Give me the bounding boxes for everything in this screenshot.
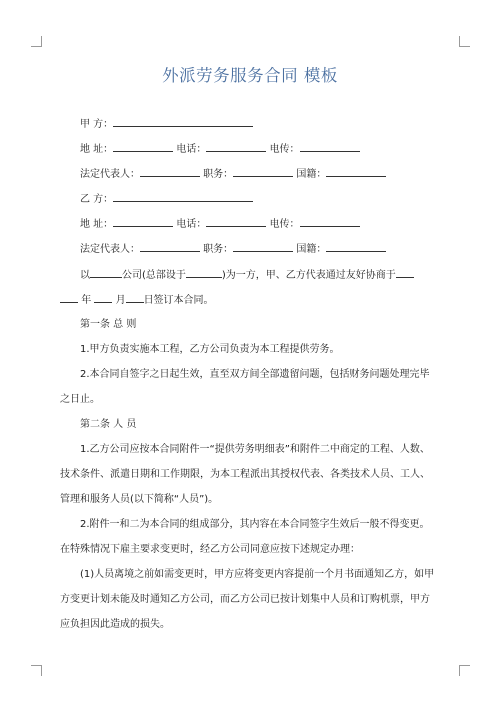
- party-b-address-blank: [113, 216, 173, 227]
- article-2-item-2-line-1: 2.附件一和二为本合同的组成部分，其内容在本合同签字生效后一般不得变更。: [80, 519, 430, 530]
- party-b-position-label: 职务：: [203, 244, 234, 255]
- party-a-name-blank: [113, 116, 253, 127]
- article-2-item-1-line-3: 管理和服务人员(以下简称“人员”)。: [60, 494, 219, 505]
- party-a-position-label: 职务：: [203, 169, 234, 180]
- article-1-heading: 第一条 总 则: [80, 319, 137, 330]
- company-name-blank: [90, 267, 122, 278]
- headquarters-blank: [186, 267, 222, 278]
- party-a-fax-label: 电传：: [269, 144, 300, 155]
- article-2-item-1-line-1: 1.乙方公司应按本合同附件一“提供劳务明细表”和附件二中商定的工程、人数、: [80, 444, 430, 455]
- preamble-line-1: [80, 267, 414, 283]
- party-a-rep-blank: [140, 166, 200, 177]
- corner-mark-top-left: [31, 36, 42, 47]
- article-1-item-2-line-2: 之日止。: [60, 394, 100, 405]
- article-2-sub-1-line-1: (1)人员离境之前如需变更时，甲方应将变更内容提前一个月书面通知乙方，如甲: [80, 569, 435, 580]
- day-label: 日签订本合同。: [143, 295, 214, 306]
- signing-place-blank: [396, 267, 414, 278]
- article-2-item-1-line-2: 技术条件、派遣日期和工作期限，为本工程派出其授权代表、各类技术人员、工人、: [60, 469, 430, 480]
- preamble-text-1: 以: [80, 270, 90, 281]
- party-b-rep-label: 法定代表人：: [80, 244, 140, 255]
- party-b-phone-label: 电话：: [176, 219, 207, 230]
- party-b-position-blank: [233, 241, 293, 252]
- party-a-address-label: 地 址：: [80, 144, 114, 155]
- party-a-nationality-blank: [326, 166, 386, 177]
- year-blank: [60, 292, 78, 303]
- party-a-rep-row: [80, 166, 386, 182]
- party-b-rep-blank: [140, 241, 200, 252]
- party-a-nationality-label: 国籍：: [296, 169, 327, 180]
- party-b-contact-row: [80, 216, 360, 232]
- preamble-text-2: 公司(总部设于: [122, 270, 186, 281]
- article-1-item-1: 1.甲方负责实施本工程，乙方公司负责为本工程提供劳务。: [80, 344, 340, 355]
- party-b-name-row: [80, 191, 253, 207]
- day-blank: [126, 292, 144, 303]
- article-2-sub-1-line-3: 应负担因此造成的损失。: [60, 619, 170, 630]
- party-a-contact-row: [80, 141, 360, 157]
- article-2-sub-1-line-2: 方变更计划未能及时通知乙方公司，而乙方公司已按计划集中人员和订购机票，甲方: [60, 594, 430, 605]
- corner-mark-bottom-left: [31, 665, 42, 676]
- party-b-rep-row: [80, 241, 386, 257]
- party-a-fax-blank: [300, 141, 360, 152]
- party-b-nationality-blank: [326, 241, 386, 252]
- year-label: 年: [81, 295, 92, 306]
- party-a-address-blank: [113, 141, 173, 152]
- party-a-phone-blank: [206, 141, 266, 152]
- party-a-name-label: 甲 方：: [80, 119, 114, 130]
- article-1-item-2-line-1: 2.本合同自签字之日起生效，直至双方间全部遗留问题，包括财务问题处理完毕: [80, 369, 430, 380]
- party-b-address-label: 地 址：: [80, 219, 114, 230]
- party-a-rep-label: 法定代表人：: [80, 169, 140, 180]
- article-2-heading: 第二条 人 员: [80, 419, 137, 430]
- month-blank: [94, 292, 112, 303]
- corner-mark-bottom-right: [459, 665, 470, 676]
- month-label: 月: [115, 295, 126, 306]
- party-b-name-label: 乙 方：: [80, 194, 114, 205]
- preamble-text-3: )为一方，甲、乙方代表通过友好协商于: [221, 270, 396, 281]
- party-b-name-blank: [113, 191, 253, 202]
- preamble-line-2: [60, 292, 214, 308]
- party-a-phone-label: 电话：: [176, 144, 207, 155]
- party-b-phone-blank: [206, 216, 266, 227]
- party-b-fax-blank: [300, 216, 360, 227]
- article-2-item-2-line-2: 在特殊情况下雇主要求变更时，经乙方公司同意应按下述规定办理：: [60, 544, 360, 555]
- document-title: 外派劳务服务合同 模板: [162, 66, 338, 85]
- party-b-nationality-label: 国籍：: [296, 244, 327, 255]
- party-a-name-row: [80, 116, 253, 132]
- party-b-fax-label: 电传：: [269, 219, 300, 230]
- corner-mark-top-right: [459, 36, 470, 47]
- party-a-position-blank: [233, 166, 293, 177]
